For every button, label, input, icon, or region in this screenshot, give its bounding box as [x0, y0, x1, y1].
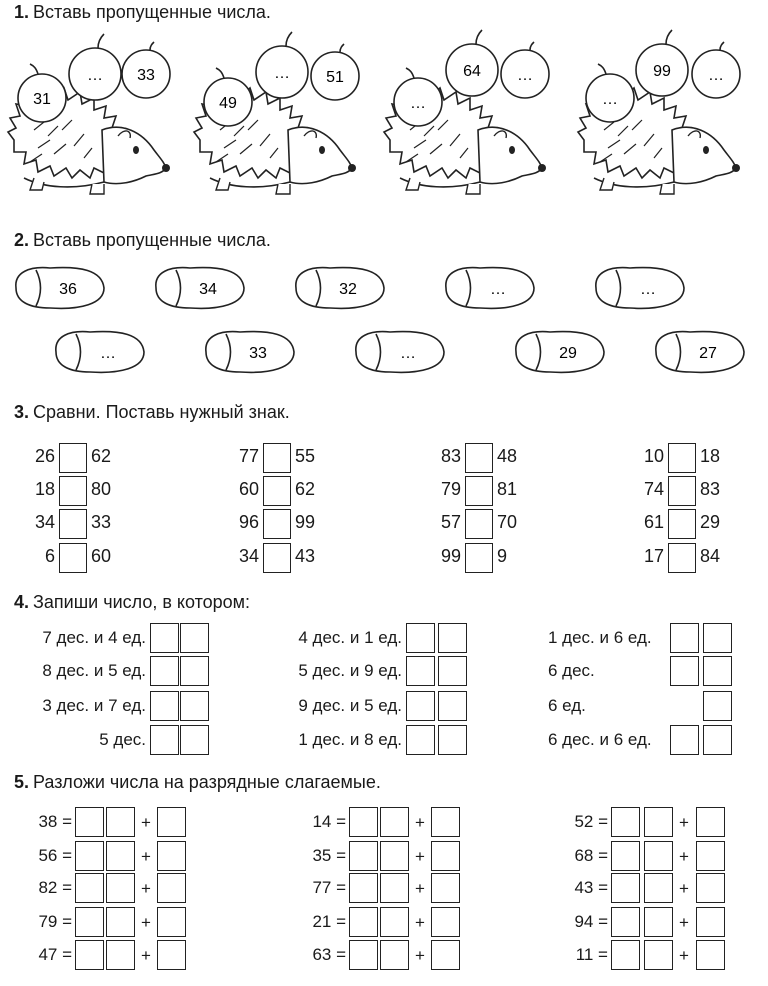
units-term-box[interactable]	[431, 841, 460, 871]
units-term-box[interactable]	[157, 873, 186, 903]
tens-term-box[interactable]	[611, 907, 640, 937]
compare-left-number: 57	[440, 512, 461, 532]
compare-sign-box[interactable]	[465, 543, 493, 573]
task3-title: 3. Сравни. Поставь нужный знак.	[14, 402, 290, 422]
task1-title: 1. Вставь пропущенные числа.	[14, 2, 271, 22]
tens-units-label: 8 дес. и 5 ед.	[42, 661, 146, 680]
compare-sign-box[interactable]	[465, 443, 493, 473]
decompose-number: 77 =	[312, 878, 346, 897]
compare-sign-box[interactable]	[668, 543, 696, 573]
footprints	[16, 268, 744, 373]
tens-term-box[interactable]	[644, 807, 673, 837]
tens-term-box[interactable]	[75, 940, 104, 970]
compare-sign-box[interactable]	[59, 476, 87, 506]
compare-right-number: 70	[497, 512, 518, 532]
compare-left-number: 74	[643, 479, 664, 499]
footprint	[656, 332, 744, 373]
apple-label: 99	[653, 63, 671, 80]
compare-left-number: 34	[238, 546, 259, 566]
units-box[interactable]	[703, 691, 732, 721]
task5-title: 5. Разложи числа на разрядные слагаемые.	[14, 772, 381, 792]
compare-right-number: 80	[91, 479, 112, 499]
units-term-box[interactable]	[157, 907, 186, 937]
compare-sign-box[interactable]	[59, 543, 87, 573]
plus-sign: +	[415, 813, 425, 832]
apple-label: …	[274, 65, 290, 82]
plus-sign: +	[415, 879, 425, 898]
units-term-box[interactable]	[696, 907, 725, 937]
units-term-box[interactable]	[431, 807, 460, 837]
units-term-box[interactable]	[157, 940, 186, 970]
plus-sign: +	[141, 913, 151, 932]
units-term-box[interactable]	[696, 940, 725, 970]
compare-sign-box[interactable]	[668, 443, 696, 473]
plus-sign: +	[679, 913, 689, 932]
footprint	[16, 268, 104, 309]
units-box[interactable]	[703, 656, 732, 686]
apple-label: …	[517, 67, 533, 84]
compare-right-number: 55	[295, 446, 316, 466]
decompose-number: 43 =	[574, 878, 608, 897]
apple-label: …	[708, 67, 724, 84]
tens-term-box[interactable]	[349, 907, 378, 937]
compare-sign-box[interactable]	[668, 476, 696, 506]
compare-right-number: 99	[295, 512, 316, 532]
tens-term-box[interactable]	[644, 873, 673, 903]
compare-sign-box[interactable]	[263, 509, 291, 539]
compare-right-number: 62	[91, 446, 112, 466]
compare-left-number: 99	[440, 546, 461, 566]
footprint	[206, 332, 294, 373]
footprint-label: …	[400, 345, 416, 362]
compare-right-number: 48	[497, 446, 518, 466]
units-box[interactable]	[180, 725, 209, 755]
units-box[interactable]	[438, 725, 467, 755]
apple-label: …	[602, 91, 618, 108]
compare-left-number: 10	[643, 446, 664, 466]
tens-term-box[interactable]	[380, 807, 409, 837]
tens-term-box[interactable]	[349, 873, 378, 903]
compare-left-number: 17	[643, 546, 664, 566]
tens-units-label: 9 дес. и 5 ед.	[298, 696, 402, 715]
tens-units-label: 7 дес. и 4 ед.	[42, 628, 146, 647]
plus-sign: +	[415, 946, 425, 965]
footprint-label: 33	[249, 345, 267, 362]
footprint	[516, 332, 604, 373]
tens-term-box[interactable]	[106, 907, 135, 937]
tens-units-label: 3 дес. и 7 ед.	[42, 696, 146, 715]
compare-left-number: 79	[440, 479, 461, 499]
units-box[interactable]	[438, 691, 467, 721]
compare-right-number: 43	[295, 546, 316, 566]
units-term-box[interactable]	[157, 807, 186, 837]
tens-term-box[interactable]	[644, 841, 673, 871]
footprint-label: 32	[339, 281, 357, 298]
decompose-number: 11 =	[575, 945, 608, 964]
plus-sign: +	[141, 847, 151, 866]
footprint-label: …	[640, 281, 656, 298]
apple-label: …	[87, 67, 103, 84]
tens-box[interactable]	[150, 656, 179, 686]
decompose-number: 82 =	[38, 878, 72, 897]
tens-term-box[interactable]	[380, 841, 409, 871]
decompose-number: 52 =	[574, 812, 608, 831]
tens-term-box[interactable]	[106, 841, 135, 871]
tens-box[interactable]	[406, 691, 435, 721]
units-box[interactable]	[180, 623, 209, 653]
tens-units-label: 1 дес. и 8 ед.	[298, 730, 402, 749]
task4-title: 4. Запиши число, в котором:	[14, 592, 251, 612]
decompose-number: 35 =	[312, 846, 346, 865]
tens-term-box[interactable]	[349, 807, 378, 837]
compare-sign-box[interactable]	[263, 443, 291, 473]
decompose-number: 79 =	[38, 912, 72, 931]
units-term-box[interactable]	[431, 940, 460, 970]
tens-units-label: 1 дес. и 6 ед.	[548, 628, 652, 647]
decompose-number: 68 =	[574, 846, 608, 865]
footprint	[356, 332, 444, 373]
plus-sign: +	[415, 847, 425, 866]
units-box[interactable]	[703, 623, 732, 653]
plus-sign: +	[141, 879, 151, 898]
footprint	[446, 268, 534, 309]
plus-sign: +	[415, 913, 425, 932]
decompose-number: 56 =	[38, 846, 72, 865]
tens-term-box[interactable]	[75, 807, 104, 837]
compare-left-number: 60	[238, 479, 259, 499]
plus-sign: +	[679, 847, 689, 866]
compare-left-number: 96	[238, 512, 259, 532]
units-term-box[interactable]	[696, 841, 725, 871]
tens-box[interactable]	[150, 691, 179, 721]
compare-left-number: 61	[643, 512, 664, 532]
task2-title: 2. Вставь пропущенные числа.	[14, 230, 271, 250]
tens-units-label: 6 дес. и 6 ед.	[548, 730, 652, 749]
compare-right-number: 81	[497, 479, 518, 499]
tens-term-box[interactable]	[75, 873, 104, 903]
footprint-label: …	[490, 281, 506, 298]
units-box[interactable]	[703, 725, 732, 755]
tens-term-box[interactable]	[75, 841, 104, 871]
apple-label: …	[410, 95, 426, 112]
tens-term-box[interactable]	[349, 940, 378, 970]
compare-sign-box[interactable]	[263, 543, 291, 573]
compare-right-number: 9	[497, 546, 508, 566]
footprint-label: 36	[59, 281, 77, 298]
tens-term-box[interactable]	[611, 807, 640, 837]
tens-term-box[interactable]	[611, 841, 640, 871]
compare-sign-box[interactable]	[465, 509, 493, 539]
compare-right-number: 33	[91, 512, 112, 532]
tens-box[interactable]	[670, 656, 699, 686]
compare-right-number: 60	[91, 546, 112, 566]
apple-label: 51	[326, 69, 344, 86]
tens-term-box[interactable]	[380, 907, 409, 937]
compare-left-number: 6	[44, 546, 55, 566]
units-box[interactable]	[438, 623, 467, 653]
apple-label: 31	[33, 91, 51, 108]
compare-sign-box[interactable]	[59, 443, 87, 473]
decompose-number: 47 =	[38, 945, 72, 964]
compare-sign-box[interactable]	[263, 476, 291, 506]
compare-left-number: 18	[34, 479, 55, 499]
apple-label: 33	[137, 67, 155, 84]
tens-box[interactable]	[670, 623, 699, 653]
tens-units-label: 6 дес.	[548, 661, 595, 680]
compare-sign-box[interactable]	[59, 509, 87, 539]
tens-box[interactable]	[670, 725, 699, 755]
tens-term-box[interactable]	[644, 907, 673, 937]
compare-right-number: 18	[700, 446, 721, 466]
footprint	[596, 268, 684, 309]
units-term-box[interactable]	[431, 873, 460, 903]
units-term-box[interactable]	[431, 907, 460, 937]
plus-sign: +	[141, 813, 151, 832]
compare-sign-box[interactable]	[668, 509, 696, 539]
compare-left-number: 83	[440, 446, 461, 466]
units-box[interactable]	[180, 691, 209, 721]
plus-sign: +	[679, 813, 689, 832]
tens-term-box[interactable]	[611, 873, 640, 903]
tens-box[interactable]	[406, 656, 435, 686]
compare-right-number: 84	[700, 546, 721, 566]
compare-left-number: 34	[34, 512, 55, 532]
decompose-number: 21 =	[312, 912, 346, 931]
tens-box[interactable]	[406, 623, 435, 653]
compare-right-number: 29	[700, 512, 721, 532]
tens-term-box[interactable]	[75, 907, 104, 937]
units-box[interactable]	[180, 656, 209, 686]
tens-term-box[interactable]	[644, 940, 673, 970]
units-term-box[interactable]	[696, 807, 725, 837]
decompose-number: 94 =	[574, 912, 608, 931]
tens-box[interactable]	[150, 623, 179, 653]
tens-units-label: 6 ед.	[548, 696, 586, 715]
tens-term-box[interactable]	[106, 940, 135, 970]
plus-sign: +	[679, 946, 689, 965]
tens-term-box[interactable]	[611, 940, 640, 970]
footprint-label: …	[100, 345, 116, 362]
plus-sign: +	[141, 946, 151, 965]
units-box[interactable]	[438, 656, 467, 686]
decompose-number: 38 =	[38, 812, 72, 831]
tens-term-box[interactable]	[380, 873, 409, 903]
units-term-box[interactable]	[696, 873, 725, 903]
compare-sign-box[interactable]	[465, 476, 493, 506]
compare-left-number: 77	[238, 446, 259, 466]
apple-label: 64	[463, 63, 481, 80]
tens-term-box[interactable]	[380, 940, 409, 970]
decompose-number: 14 =	[312, 812, 346, 831]
footprint	[296, 268, 384, 309]
compare-right-number: 83	[700, 479, 721, 499]
tens-units-label: 4 дес. и 1 ед.	[298, 628, 402, 647]
tens-term-box[interactable]	[349, 841, 378, 871]
units-term-box[interactable]	[157, 841, 186, 871]
compare-right-number: 62	[295, 479, 316, 499]
footprint-label: 34	[199, 281, 217, 298]
footprint	[156, 268, 244, 309]
compare-left-number: 26	[34, 446, 55, 466]
tens-units-label: 5 дес.	[99, 730, 146, 749]
footprint	[56, 332, 144, 373]
plus-sign: +	[679, 879, 689, 898]
tens-term-box[interactable]	[106, 873, 135, 903]
decompose-number: 63 =	[312, 945, 346, 964]
tens-box[interactable]	[150, 725, 179, 755]
footprint-label: 27	[699, 345, 717, 362]
apple-label: 49	[219, 95, 237, 112]
tens-box[interactable]	[406, 725, 435, 755]
tens-units-label: 5 дес. и 9 ед.	[298, 661, 402, 680]
footprint-label: 29	[559, 345, 577, 362]
tens-term-box[interactable]	[106, 807, 135, 837]
